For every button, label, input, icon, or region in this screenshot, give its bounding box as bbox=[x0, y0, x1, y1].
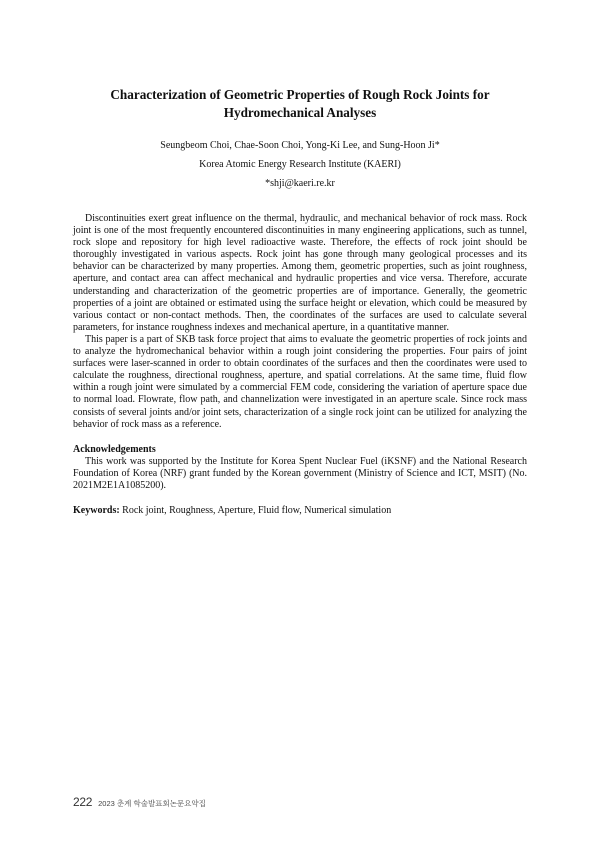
paper-title-line-1: Characterization of Geometric Properties of Rough Rock Joints for bbox=[110, 87, 490, 102]
acknowledgements-text: This work was supported by the Institute for Korea Spent Nuclear Fuel (iKSNF) and the National Research Foundation of Korea (NRF) grant funded by the Korean government (Ministry of Science and ICT, MSIT) (No. 2021M2E1A1085200). bbox=[73, 455, 527, 491]
author-list: Seungbeom Choi, Chae-Soon Choi, Yong-Ki Lee, and Sung-Hoon Ji* bbox=[160, 140, 440, 151]
keywords-line bbox=[73, 505, 527, 517]
abstract-body bbox=[73, 213, 527, 517]
page-number: 222 bbox=[73, 795, 93, 809]
corresponding-email: *shji@kaeri.re.kr bbox=[265, 178, 335, 189]
page-footer bbox=[73, 793, 206, 811]
paper-title-line-2: Hydromechanical Analyses bbox=[223, 105, 377, 120]
abstract-paragraph-1: Discontinuities exert great influence on the thermal, hydraulic, and mechanical behavior of rock mass. Rock joint is one of the most frequently encountered discontinuities in many engineering applications, such as tunnel, rock slope and repository for high level radioactive waste. Therefore, the effects of rock joint should be thoroughly investigated in various aspects. Rock joint has gone through many geological processes and its behavior can be characterized by many properties. Among them, geometric properties, such as joint roughness, aperture, and contact area can affect mechanical and hydraulic properties and vice versa. Therefore, accurate understanding and characterization of the geometric properties are of importance. Generally, the geometric properties of a joint are obtained or estimated using the surface height or elevation, which could be measured by various contact or non-contact methods. Then, the coordinates of the surfaces are used to calculate several parameters, for instance roughness indexes and mechanical aperture, in a quantitative manner. bbox=[73, 213, 527, 333]
affiliation: Korea Atomic Energy Research Institute (KAERI) bbox=[199, 159, 401, 170]
keywords-text: Rock joint, Roughness, Aperture, Fluid flow, Numerical simulation bbox=[119, 505, 392, 517]
keywords-label: Keywords: bbox=[73, 505, 120, 517]
abstract-paragraph-2: This paper is a part of SKB task force project that aims to evaluate the geometric properties of rock joints and to analyze the hydromechanical behavior within a rough joint considering the properties. Four pairs of joint surfaces were laser-scanned in order to obtain coordinates of the surfaces and then the coordinates were used to calculate the roughness, directional roughness, aperture, and spatial correlations. At the same time, fluid flow within a rough joint were simulated by a commercial FEM code, considering the variation of aperture space due to normal load. Flowrate, flow path, and channelization were investigated in an aperture scale. Since rock mass consists of several joints and/or joint sets, characterization of a single rock joint can be utilized for analyzing the behavior of rock mass as a reference. bbox=[73, 333, 527, 430]
proceedings-title: 2023 춘계 학술발표회논문요약집 bbox=[98, 799, 206, 808]
acknowledgements-heading: Acknowledgements bbox=[73, 443, 156, 455]
paper-title bbox=[60, 86, 540, 122]
